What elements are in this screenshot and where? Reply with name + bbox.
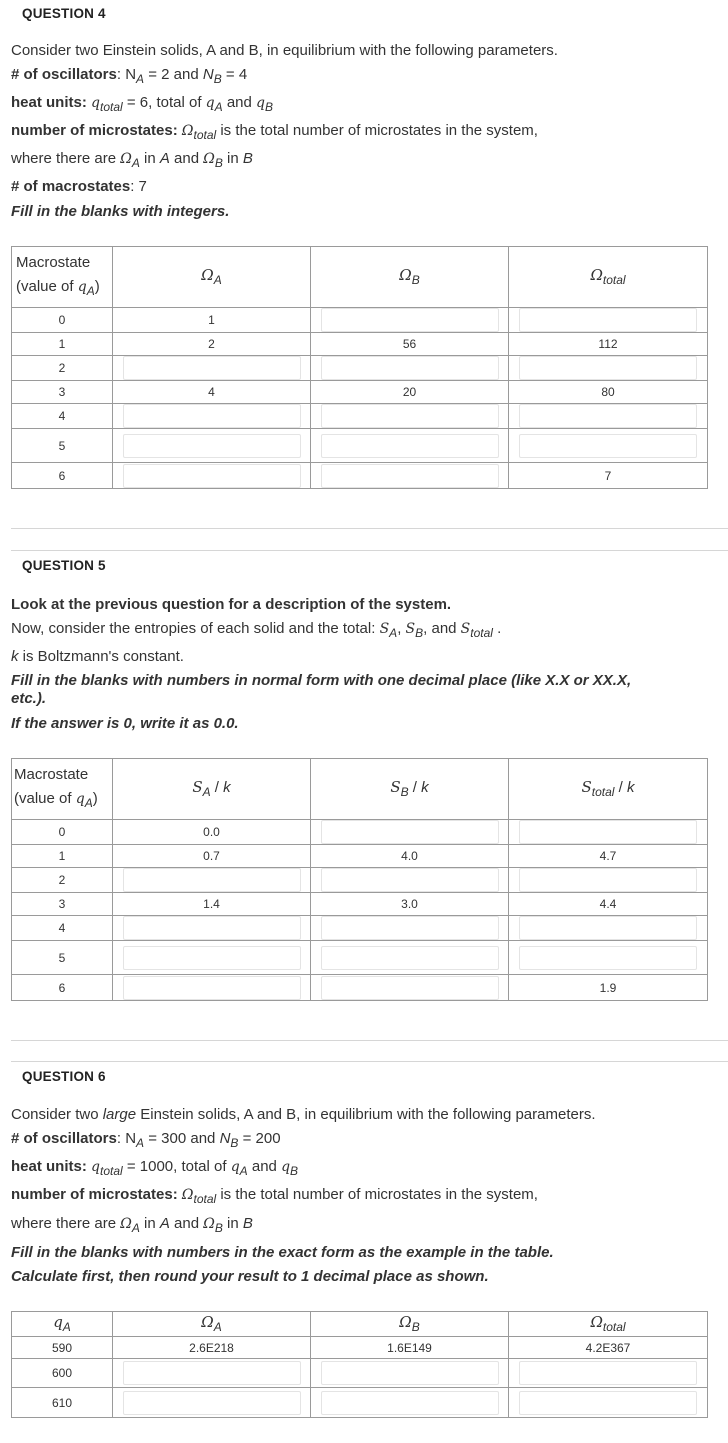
table-row	[12, 381, 708, 404]
answer-input[interactable]	[519, 308, 697, 332]
cell-answer	[509, 356, 708, 381]
cell-answer	[509, 404, 708, 429]
q5-col-macrostate: Macrostate (value of $q_A$)	[12, 759, 113, 820]
table-row	[12, 333, 708, 356]
q5-instruction-2: etc.).	[11, 690, 47, 707]
q4-col-macrostate: Macrostate (value of $q_A$)	[12, 247, 113, 308]
q6-instruction-1: Fill in the blanks with numbers in the exact form as the example in the table.	[11, 1244, 554, 1261]
table-row	[12, 1337, 708, 1359]
answer-input[interactable]	[519, 868, 697, 892]
cell-answer	[113, 916, 311, 941]
answer-input[interactable]	[321, 434, 499, 458]
answer-input[interactable]	[321, 946, 499, 970]
q6-table	[11, 1311, 708, 1418]
q5-table	[11, 758, 708, 1001]
q4-heading: QUESTION 4	[22, 6, 106, 21]
cell-answer	[311, 308, 509, 333]
answer-input[interactable]	[519, 356, 697, 380]
cell-answer	[311, 356, 509, 381]
cell-answer	[311, 916, 509, 941]
table-row	[12, 404, 708, 429]
cell-answer	[311, 404, 509, 429]
row-label: 4	[12, 916, 113, 941]
answer-input[interactable]	[519, 820, 697, 844]
row-label: 610	[12, 1388, 113, 1418]
cell-answer	[113, 941, 311, 975]
answer-input[interactable]	[321, 308, 499, 332]
cell-value: 4.7	[509, 845, 708, 868]
answer-input[interactable]	[519, 916, 697, 940]
row-label: 590	[12, 1337, 113, 1359]
answer-input[interactable]	[321, 1361, 499, 1385]
cell-value: 7	[509, 463, 708, 489]
cell-answer	[509, 1388, 708, 1418]
answer-input[interactable]	[321, 916, 499, 940]
cell-value: 80	[509, 381, 708, 404]
cell-value: 4	[113, 381, 311, 404]
q6-col-omega-total: $\Omega_{total}$	[509, 1312, 708, 1337]
table-row	[12, 463, 708, 489]
cell-answer	[113, 356, 311, 381]
q5-intro: Look at the previous question for a description of the system.	[11, 596, 452, 613]
cell-answer	[509, 916, 708, 941]
q5-instruction-3: If the answer is 0, write it as 0.0.	[11, 715, 239, 732]
answer-input[interactable]	[321, 820, 499, 844]
cell-answer	[311, 941, 509, 975]
row-label: 4	[12, 404, 113, 429]
cell-value: 1	[113, 308, 311, 333]
answer-input[interactable]	[321, 976, 499, 1000]
row-label: 1	[12, 333, 113, 356]
q5-boltzmann: k is Boltzmann's constant.	[11, 648, 184, 665]
divider	[11, 528, 728, 529]
cell-answer	[113, 463, 311, 489]
cell-answer	[311, 429, 509, 463]
row-label: 1	[12, 845, 113, 868]
cell-answer	[113, 975, 311, 1001]
table-row	[12, 845, 708, 868]
q5-col-stotal: $S_{total}$ / k	[509, 759, 708, 820]
q6-where: where there are $\Omega_A$ in A and $\Omega_B$ in B	[11, 1215, 253, 1236]
cell-answer	[113, 404, 311, 429]
q4-macrostates: # of macrostates: 7	[11, 178, 147, 195]
q6-oscillators: # of oscillators: $N_A = 300$ and $N_B = 200$	[11, 1130, 281, 1151]
cell-answer	[509, 1359, 708, 1388]
q6-heading: QUESTION 6	[22, 1069, 106, 1084]
answer-input[interactable]	[123, 1391, 301, 1415]
q5-col-sb: $S_B$ / k	[311, 759, 509, 820]
row-label: 0	[12, 820, 113, 845]
cell-value: 2.6E218	[113, 1337, 311, 1359]
answer-input[interactable]	[123, 916, 301, 940]
cell-answer	[509, 941, 708, 975]
cell-value: 4.4	[509, 893, 708, 916]
cell-answer	[311, 1388, 509, 1418]
cell-value: 1.9	[509, 975, 708, 1001]
q4-oscillators: # of oscillators: $N_A = 2$ and $N_B = 4$	[11, 66, 248, 87]
answer-input[interactable]	[321, 404, 499, 428]
table-row	[12, 975, 708, 1001]
row-label: 0	[12, 308, 113, 333]
q6-microstates: number of microstates: $\Omega_{total}$ is the total number of microstates in the system,	[11, 1186, 538, 1207]
cell-answer	[311, 820, 509, 845]
cell-value: 0.0	[113, 820, 311, 845]
cell-answer	[509, 868, 708, 893]
cell-value: 4.2E367	[509, 1337, 708, 1359]
q4-table	[11, 246, 708, 489]
q4-col-omega-b: $\Omega_B$	[311, 247, 509, 308]
cell-value: 112	[509, 333, 708, 356]
table-row	[12, 1359, 708, 1388]
answer-input[interactable]	[519, 404, 697, 428]
answer-input[interactable]	[321, 356, 499, 380]
cell-answer	[113, 1359, 311, 1388]
row-label: 6	[12, 463, 113, 489]
row-label: 600	[12, 1359, 113, 1388]
cell-value: 56	[311, 333, 509, 356]
table-row	[12, 356, 708, 381]
answer-input[interactable]	[519, 946, 697, 970]
answer-input[interactable]	[519, 1361, 697, 1385]
answer-input[interactable]	[321, 464, 499, 488]
cell-answer	[311, 975, 509, 1001]
q4-microstates: number of microstates: $\Omega_{total}$ is the total number of microstates in the system,	[11, 122, 538, 143]
table-row	[12, 893, 708, 916]
cell-answer	[311, 463, 509, 489]
row-label: 2	[12, 868, 113, 893]
q4-col-omega-total: $\Omega_{total}$	[509, 247, 708, 308]
answer-input[interactable]	[123, 946, 301, 970]
cell-value: 0.7	[113, 845, 311, 868]
q4-col-omega-a: $\Omega_A$	[113, 247, 311, 308]
cell-answer	[509, 308, 708, 333]
q6-intro: Consider two large Einstein solids, A and B, in equilibrium with the following parameters.	[11, 1106, 596, 1123]
cell-value: 2	[113, 333, 311, 356]
divider	[11, 550, 728, 551]
cell-value: 3.0	[311, 893, 509, 916]
cell-answer	[113, 429, 311, 463]
cell-answer	[113, 1388, 311, 1418]
q5-col-sa: $S_A$ / k	[113, 759, 311, 820]
row-label: 5	[12, 941, 113, 975]
table-row	[12, 916, 708, 941]
cell-value: 4.0	[311, 845, 509, 868]
answer-input[interactable]	[123, 356, 301, 380]
answer-input[interactable]	[123, 404, 301, 428]
answer-input[interactable]	[519, 1391, 697, 1415]
divider	[11, 1040, 728, 1041]
cell-answer	[113, 868, 311, 893]
q6-col-omega-a: $\Omega_A$	[113, 1312, 311, 1337]
table-row	[12, 941, 708, 975]
q4-heat-units: heat units: $q_{total} = 6$, total of $q_A$ and $q_B$	[11, 94, 274, 115]
cell-value: 20	[311, 381, 509, 404]
table-row	[12, 429, 708, 463]
table-row	[12, 1388, 708, 1418]
row-label: 3	[12, 381, 113, 404]
q6-heat-units: heat units: $q_{total} = 1000$, total of $q_A$ and $q_B$	[11, 1158, 299, 1179]
row-label: 3	[12, 893, 113, 916]
answer-input[interactable]	[123, 868, 301, 892]
answer-input[interactable]	[321, 868, 499, 892]
answer-input[interactable]	[123, 1361, 301, 1385]
table-row	[12, 308, 708, 333]
cell-value: 1.6E149	[311, 1337, 509, 1359]
q4-intro: Consider two Einstein solids, A and B, in equilibrium with the following parameters.	[11, 42, 558, 59]
q6-col-qa: $q_A$	[12, 1312, 113, 1337]
q6-instruction-2: Calculate first, then round your result to 1 decimal place as shown.	[11, 1268, 489, 1285]
q4-where: where there are $\Omega_A$ in A and $\Omega_B$ in B	[11, 150, 253, 171]
row-label: 6	[12, 975, 113, 1001]
divider	[11, 1061, 728, 1062]
answer-input[interactable]	[321, 1391, 499, 1415]
answer-input[interactable]	[123, 976, 301, 1000]
cell-answer	[311, 868, 509, 893]
q5-heading: QUESTION 5	[22, 558, 106, 573]
cell-answer	[509, 820, 708, 845]
cell-answer	[509, 429, 708, 463]
row-label: 5	[12, 429, 113, 463]
cell-value: 1.4	[113, 893, 311, 916]
table-row	[12, 820, 708, 845]
row-label: 2	[12, 356, 113, 381]
answer-input[interactable]	[519, 434, 697, 458]
table-row	[12, 868, 708, 893]
answer-input[interactable]	[123, 464, 301, 488]
cell-answer	[311, 1359, 509, 1388]
q5-entropies: Now, consider the entropies of each solid and the total: $S_A$, $S_B$, and $S_{total}$ .	[11, 620, 502, 641]
q6-col-omega-b: $\Omega_B$	[311, 1312, 509, 1337]
answer-input[interactable]	[123, 434, 301, 458]
q5-instruction-1: Fill in the blanks with numbers in normal form with one decimal place (like X.X or XX.X,	[11, 672, 632, 689]
q4-instruction: Fill in the blanks with integers.	[11, 203, 230, 220]
